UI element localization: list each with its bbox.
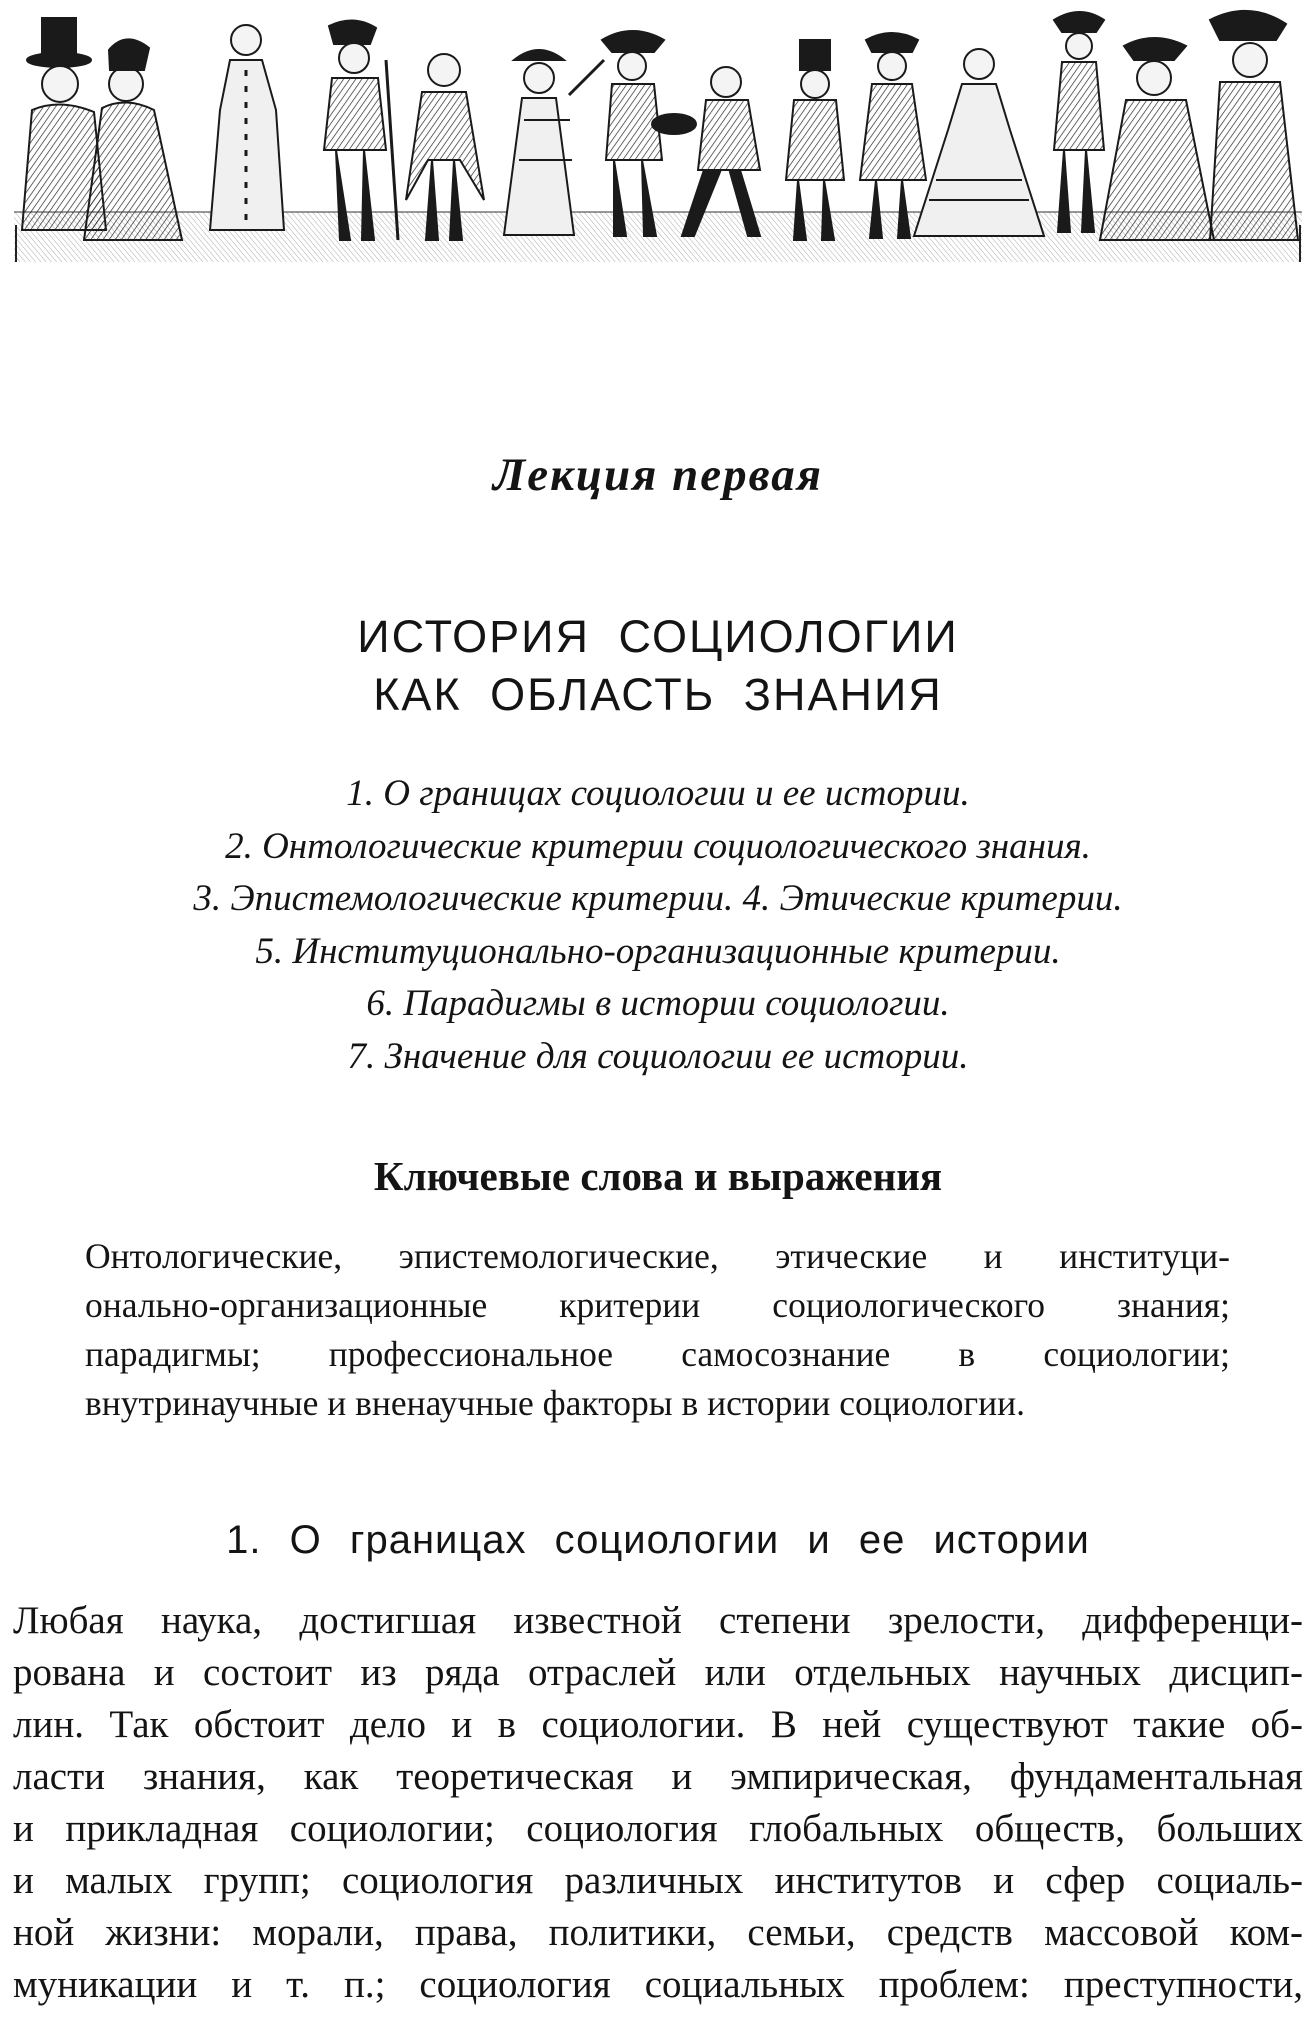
keywords-line: Онтологические, эпистемологические, этические и институци- (85, 1236, 1230, 1276)
outline-item: 3. Эпистемологические критерии. 4. Этические критерии. (193, 878, 1123, 919)
section-heading: 1. О границах социологии и ее истории (226, 1518, 1090, 1562)
engraved-fashion-figures-illustration (14, 0, 1302, 262)
outline-item: 1. О границах социологии и ее истории. (346, 773, 970, 814)
keywords-heading: Ключевые слова и выражения (373, 1153, 943, 1199)
paragraph-line: лин. Так обстоит дело и в социологии. В ней существуют такие об- (13, 1703, 1303, 1746)
lecture-outline (0, 768, 1316, 1083)
chapter-title (0, 608, 1316, 724)
paragraph-line: рована и состоит из ряда отраслей или отдельных научных дисцип- (13, 1651, 1303, 1694)
paragraph-line: и прикладная социологии; социология глобальных обществ, больших (13, 1807, 1303, 1850)
section-paragraph (13, 1595, 1303, 2011)
keywords-line: внутринаучные и вненаучные факторы в истории социологии. (85, 1383, 1025, 1423)
outline-item: 6. Парадигмы в истории социологии. (366, 983, 950, 1024)
keywords-paragraph (85, 1232, 1230, 1428)
outline-item: 5. Институционально-организационные критерии. (255, 930, 1061, 972)
paragraph-line: Любая наука, достигшая известной степени зрелости, дифференци- (13, 1599, 1303, 1642)
keywords-line: онально-организационные критерии социологического знания; (85, 1285, 1230, 1325)
header-illustration (14, 0, 1302, 262)
paragraph-line: муникации и т. п.; социология социальных проблем: преступности, (13, 1963, 1303, 2006)
paragraph-line: ной жизни: морали, права, политики, семьи, средств массовой ком- (13, 1911, 1303, 1954)
lecture-label: Лекция первая (492, 449, 824, 501)
outline-item: 2. Онтологические критерии социологического знания. (225, 825, 1091, 867)
chapter-title-line: КАК ОБЛАСТЬ ЗНАНИЯ (373, 669, 943, 720)
keywords-line: парадигмы; профессиональное самосознание в социологии; (85, 1334, 1230, 1374)
paragraph-line: и малых групп; социология различных институтов и сфер социаль- (13, 1859, 1303, 1902)
chapter-title-line: ИСТОРИЯ СОЦИОЛОГИИ (357, 611, 959, 662)
outline-item: 7. Значение для социологии ее истории. (347, 1035, 969, 1077)
paragraph-line: ласти знания, как теоретическая и эмпирическая, фундаментальная (13, 1755, 1303, 1798)
